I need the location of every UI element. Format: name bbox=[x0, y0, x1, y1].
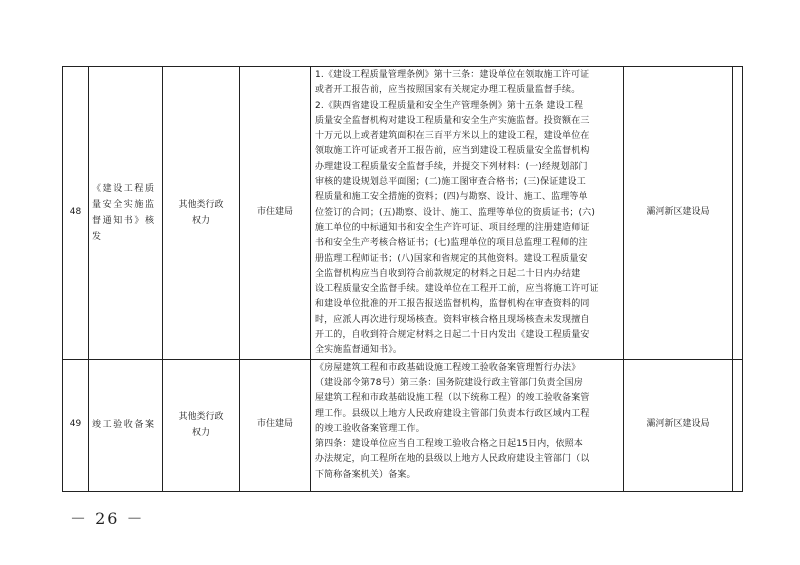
item-name-line: 督通知书》核发 bbox=[92, 215, 156, 242]
basis-line: 十万元以上或者建筑面积在三百平方米以上的建设工程，建设单位在 bbox=[315, 131, 590, 142]
basis-line: 全监督机构应当自收到符合前款规定的材料之日起二十日内办结建 bbox=[315, 268, 581, 279]
basis-line: 审核的建设规划总平面图；(二)施工图审查合格书；(三)保证建设工 bbox=[315, 177, 586, 188]
item-remark bbox=[733, 359, 743, 491]
basis-line: （建设部令第78号）第三条：国务院建设行政主管部门负责全国房 bbox=[315, 377, 583, 388]
basis-line: 设工程质量安全监督手续。建设单位在工程开工前，应当将施工许可证 bbox=[315, 284, 599, 295]
basis-line: 的竣工验收备案管理工作。 bbox=[315, 423, 425, 434]
page-number: － 26 － bbox=[70, 509, 145, 528]
item-name-line: 《建设工程质 bbox=[92, 183, 156, 194]
item-implementing-unit: 灞河新区建设局 bbox=[624, 359, 733, 491]
item-number: 49 bbox=[63, 359, 89, 491]
basis-line: 1.《建设工程质量管理条例》第十三条：建设单位在领取施工许可证 bbox=[315, 70, 590, 80]
basis-line: 理工作。县级以上地方人民政府建设主管部门负责本行政区域内工程 bbox=[315, 408, 590, 419]
item-department: 市住建局 bbox=[240, 67, 311, 360]
item-name bbox=[89, 359, 163, 491]
basis-line: 和建设单位批准的开工报告报送监督机构，监督机构在审查资料的同 bbox=[315, 299, 590, 310]
basis-line: 下简称备案机关）备案。 bbox=[315, 469, 416, 480]
item-category-line: 权力 bbox=[191, 428, 210, 439]
approval-items-table bbox=[62, 66, 743, 492]
basis-line: 屋建筑工程和市政基础设施工程（以下统称工程）的竣工验收备案管 bbox=[315, 393, 590, 404]
basis-line: 第四条：建设单位应当自工程竣工验收合格之日起15日内，依照本 bbox=[315, 439, 583, 450]
item-name-line: 量安全实施监 bbox=[92, 199, 156, 210]
basis-line: 时，应派人再次进行现场核查。资料审核合格且现场核查未发现擅自 bbox=[315, 314, 590, 325]
basis-line: 2.《陕西省建设工程质量和安全生产管理条例》第十五条 建设工程 bbox=[315, 100, 584, 111]
item-legal-basis bbox=[311, 359, 624, 491]
basis-line: 施工单位的中标通知书和安全生产许可证、项目经理的注册建造师证 bbox=[315, 222, 590, 233]
basis-line: 《房屋建筑工程和市政基础设施工程竣工验收备案管理暂行办法》 bbox=[315, 362, 581, 373]
item-name-line: 竣工验收备案 bbox=[92, 420, 156, 431]
item-category-line: 其他类行政 bbox=[178, 412, 224, 423]
item-category-line: 其他类行政 bbox=[178, 199, 224, 210]
basis-line: 办法规定，向工程所在地的县级以上地方人民政府建设主管部门（以 bbox=[315, 454, 590, 465]
basis-line: 全实施监督通知书》。 bbox=[315, 345, 403, 356]
item-category bbox=[163, 359, 240, 491]
basis-line: 册监理工程师证书；(八)国家和省规定的其他资料。建设工程质量安 bbox=[315, 253, 588, 264]
table-row bbox=[63, 67, 743, 360]
basis-line: 书和安全生产考核合格证书；(七)监理单位的项目总监理工程师的注 bbox=[315, 238, 588, 249]
basis-line: 办理建设工程质量安全监督手续，并提交下列材料：(一)经规划部门 bbox=[315, 161, 588, 172]
basis-line: 或者开工报告前，应当按照国家有关规定办理工程质量监督手续。 bbox=[315, 85, 581, 96]
item-implementing-unit: 灞河新区建设局 bbox=[624, 67, 733, 360]
item-category-line: 权力 bbox=[191, 215, 210, 226]
item-remark bbox=[733, 67, 743, 360]
item-legal-basis bbox=[311, 67, 624, 360]
item-category bbox=[163, 67, 240, 360]
basis-line: 位签订的合同；(五)勘察、设计、施工、监理等单位的资质证书；(六) bbox=[315, 207, 595, 218]
basis-line: 领取施工许可证或者开工报告前，应当到建设工程质量安全监督机构 bbox=[315, 146, 590, 157]
item-name bbox=[89, 67, 163, 360]
table-row bbox=[63, 359, 743, 491]
basis-line: 开工的，自收到符合规定材料之日起二十日内发出《建设工程质量安 bbox=[315, 330, 590, 341]
basis-line: 质量安全监督机构对建设工程质量和安全生产实施监督。投资额在三 bbox=[315, 115, 590, 126]
item-department: 市住建局 bbox=[240, 359, 311, 491]
item-number: 48 bbox=[63, 67, 89, 360]
basis-line: 程质量和施工安全措施的资料；(四)与勘察、设计、施工、监理等单 bbox=[315, 192, 588, 203]
